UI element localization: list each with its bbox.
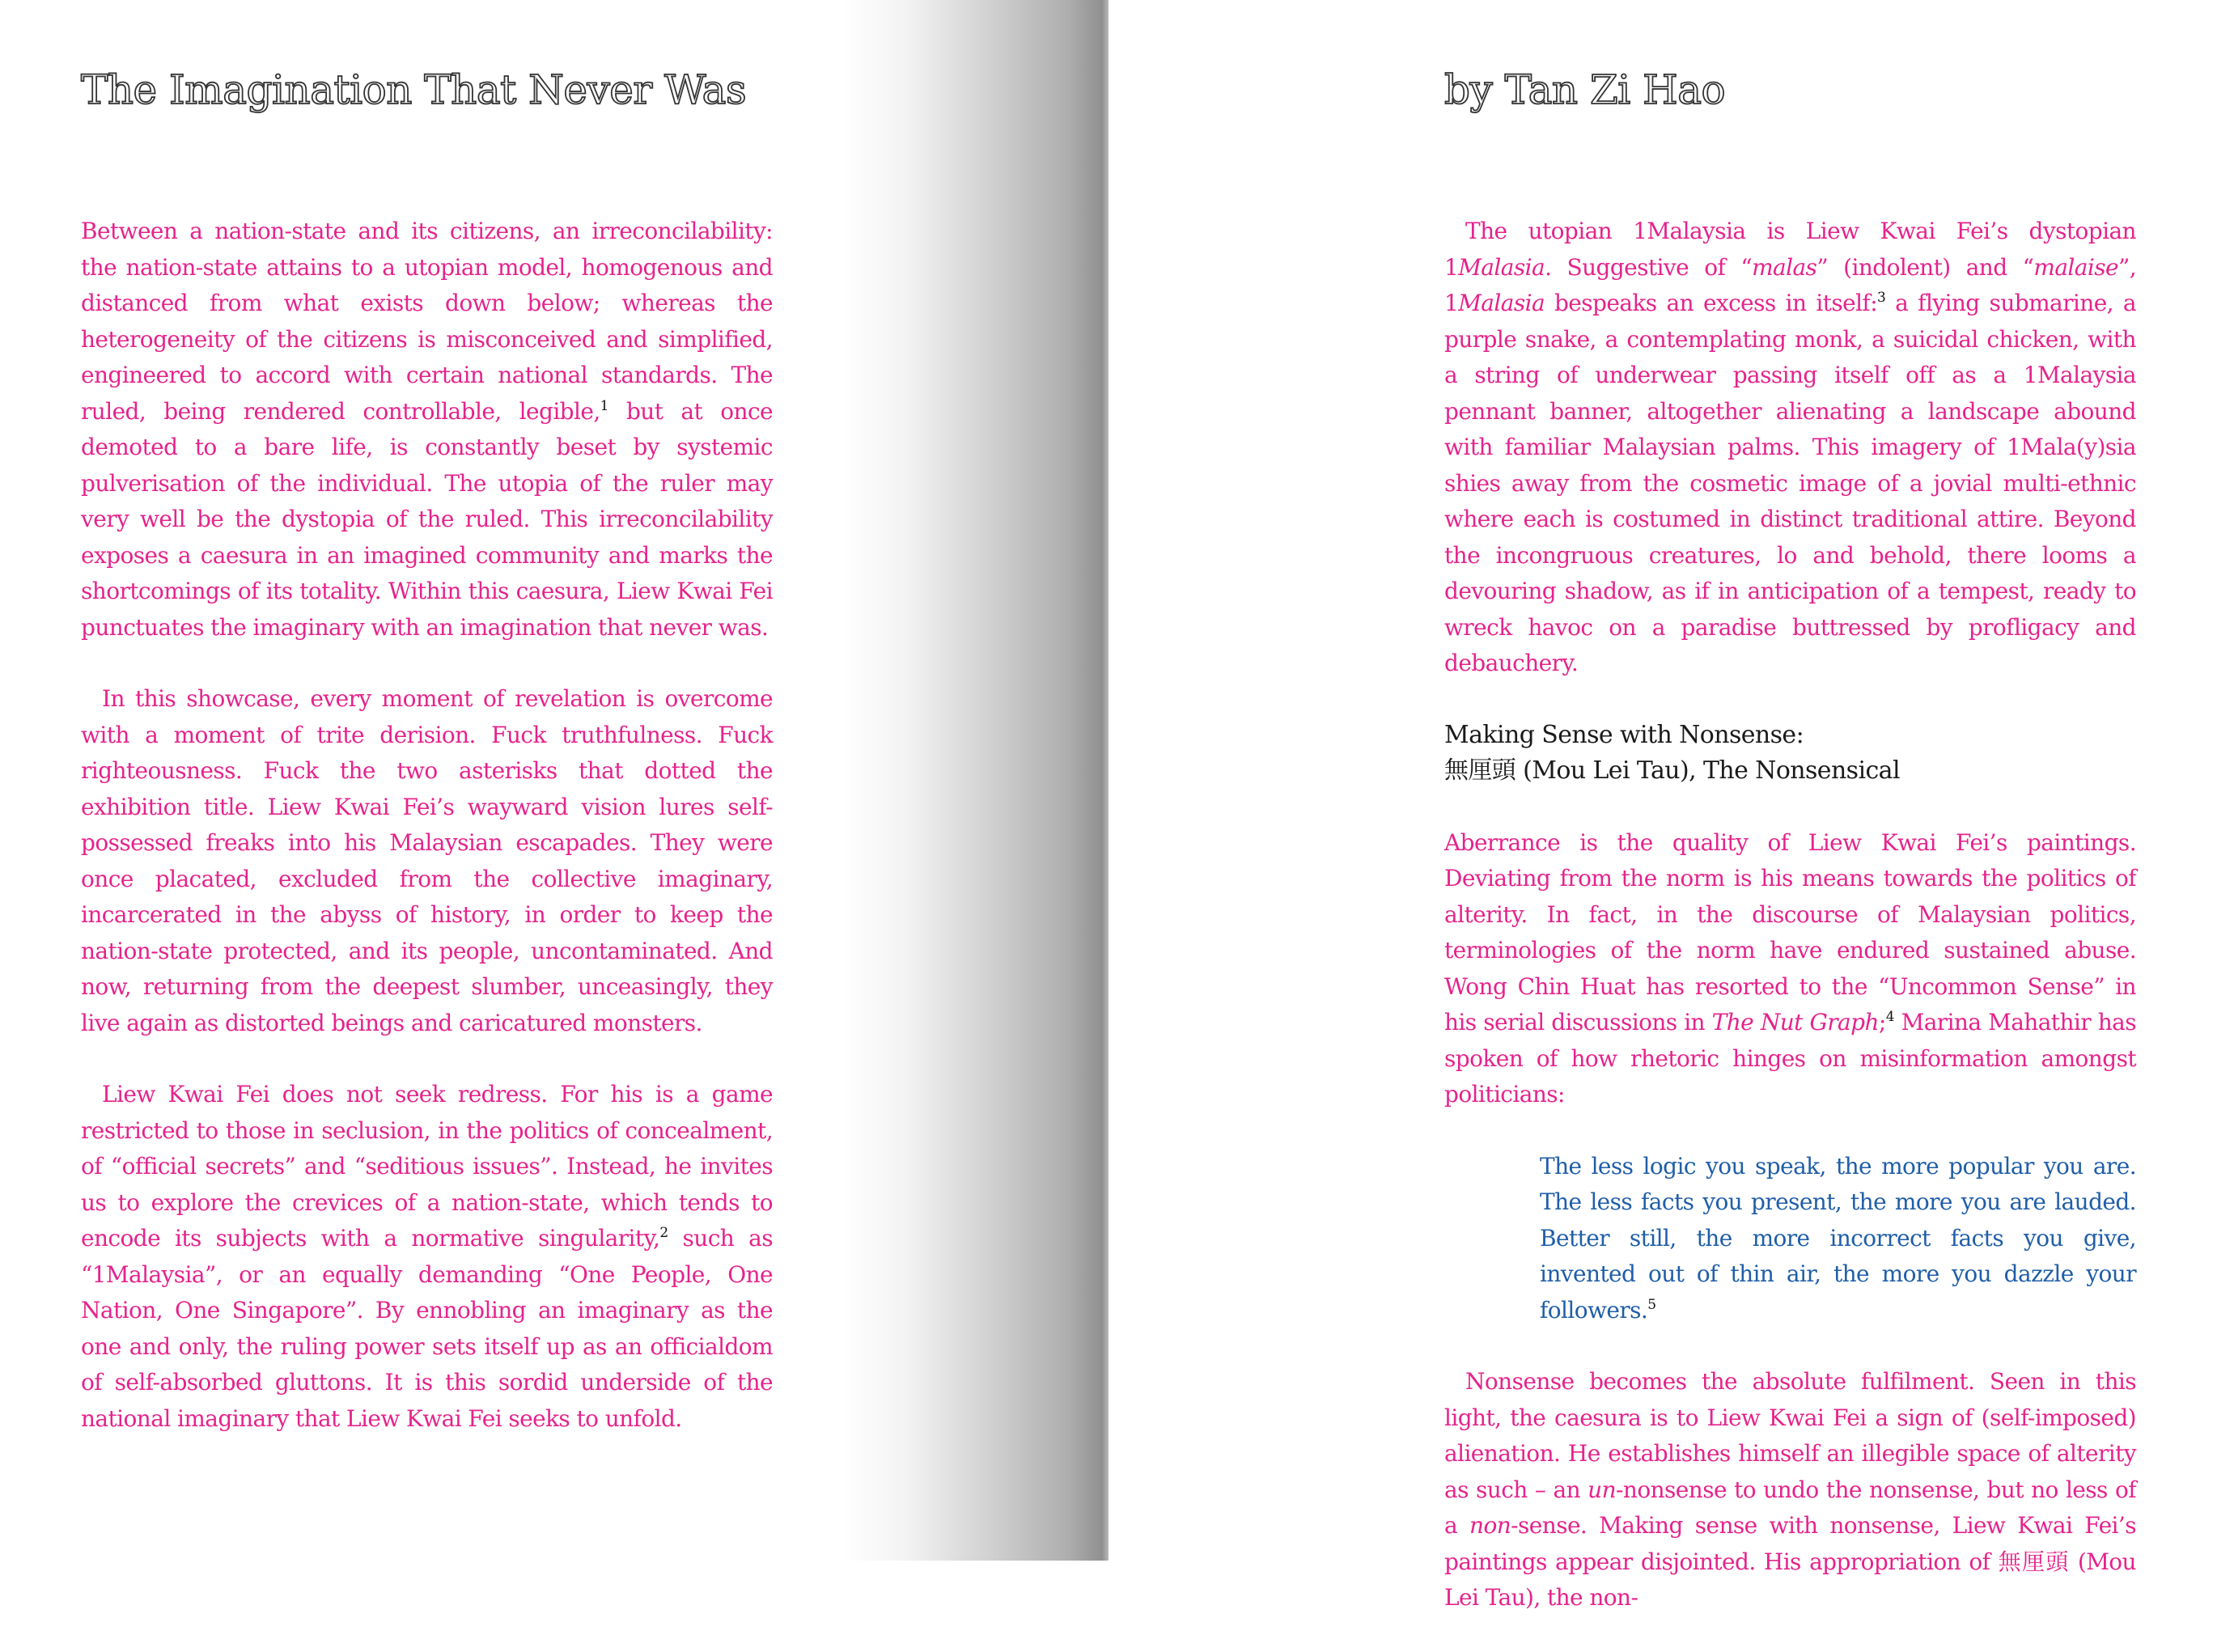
footnote-marker: 1 (600, 397, 608, 414)
footnote-marker: 4 (1885, 1009, 1894, 1025)
body-paragraph (1444, 825, 2136, 1113)
right-column (1444, 214, 2136, 1652)
italic-text: un (1588, 1476, 1617, 1503)
text-run: bespeaks an excess in itself: (1545, 290, 1878, 316)
footnote-marker: 3 (1877, 290, 1886, 306)
italic-text: Malasia (1458, 253, 1545, 281)
left-column (81, 214, 773, 1472)
italic-text: malas (1752, 253, 1817, 281)
text-run: In this showcase, every moment of revelation is overcome with a moment of trite derision. Fuck truthfulness. Fuck righteousness. Fuck the two asterisks that dotted the exhibition title. Liew Kwai Fei’s wayward vision lures self-possessed freaks into his Malaysian escapades. They were once placated, excluded from the collective imaginary, incarcerated in the abyss of history, in order to keep the nation-state protected, and its people, uncontaminated. And now, returning from the deepest slumber, unceasingly, they live again as distorted beings and caricatured monsters. (81, 685, 773, 1036)
text-run: Nonsense becomes the absolute fulfilment. Seen in this light, the caesura is to Liew Kwai Fei a sign of (self-imposed) alienation. He establishes himself an illegible space of alterity as such – an (1444, 1368, 2136, 1503)
block-quote (1540, 1149, 2136, 1329)
body-paragraph (81, 214, 773, 646)
text-run: Marina Mahathir has spoken of how rhetoric hinges on misinformation amongst politicians: (1444, 1009, 2136, 1108)
footnote-marker: 5 (1647, 1296, 1656, 1313)
italic-text: non (1469, 1512, 1511, 1539)
italic-text: The Nut Graph (1711, 1009, 1879, 1036)
text-run: Between a nation-state and its citizens, an irreconcilability: the nation-state attains to a utopian model, homogenous and distanced from what exists down below; whereas the heterogeneity of the citizens is misconceived and simplified, engineered to accord with certain national standards. The ruled, being rendered controllable, legible, (81, 218, 773, 425)
closing-paragraph (1444, 1364, 2136, 1616)
section-heading (1444, 718, 2136, 790)
section-heading-line-1: Making Sense with Nonsense: (1444, 720, 1804, 749)
italic-text: Malasia (1458, 290, 1545, 316)
text-run: Liew Kwai Fei does not seek redress. For his is a game restricted to those in seclusion, in the politics of concealment, of “official secrets” and “seditious issues”. Instead, he invites us to explore the crevices of a nation-state, which tends to encode its subjects with a normative singularity, (81, 1081, 773, 1252)
text-run: The less logic you speak, the more popular you are. The less facts you present, the more you are lauded. Better still, the more incorrect facts you give, invented out of thin air, the more you dazzle your followers. (1540, 1152, 2136, 1324)
text-run: -nonsense to undo the nonsense, but no less of a (1444, 1476, 2136, 1539)
article-title: The Imagination That Never Was (81, 66, 747, 113)
left-page (0, 0, 1108, 1561)
body-paragraph (81, 681, 773, 1041)
text-run: Aberrance is the quality of Liew Kwai Fei’s paintings. Deviating from the norm is his means towards the politics of alterity. In fact, in the discourse of Malaysian politics, terminologies of the norm have endured sustained abuse. Wong Chin Huat has resorted to the “Uncommon Sense” in his serial discussions in (1444, 828, 2136, 1036)
footnote-marker: 2 (659, 1225, 668, 1241)
text-run: ” (indolent) and “ (1816, 253, 2034, 281)
text-run: ; (1878, 1009, 1886, 1036)
text-run: -sense. Making sense with nonsense, Liew Kwai Fei’s paintings appear disjointed. His appropriation of 無厘頭 (Mou Lei Tau), the non- (1444, 1512, 2136, 1611)
body-paragraph (81, 1077, 773, 1437)
text-run: . Suggestive of “ (1545, 253, 1753, 281)
author-byline: by Tan Zi Hao (1444, 66, 1726, 113)
text-run: such as “1Malaysia”, or an equally demanding “One People, One Nation, One Singapore”. By ennobling an imaginary as the one and only, the ruling power sets itself up as an officialdom of self-absorbed gluttons. It is this sordid underside of the national imaginary that Liew Kwai Fei seeks to unfold. (81, 1225, 773, 1432)
right-page (1108, 0, 2217, 1611)
intro-paragraph (1444, 214, 2136, 682)
text-run: but at once demoted to a bare life, is constantly beset by systemic pulverisation of the individual. The utopia of the ruler may very well be the dystopia of the ruled. This irreconcilability exposes a caesura in an imagined community and marks the shortcomings of its totality. Within this caesura, Liew Kwai Fei punctuates the imaginary with an imagination that never was. (81, 397, 773, 641)
italic-text: malaise (2033, 253, 2118, 281)
text-run: ”, 1 (1444, 253, 2136, 316)
text-run: a flying submarine, a purple snake, a contemplating monk, a suicidal chicken, with a string of underwear passing itself off as a 1Malaysia pennant banner, altogether alienating a landscape abound with familiar Malaysian palms. This imagery of 1Mala(y)sia shies away from the cosmetic image of a jovial multi-ethnic where each is costumed in distinct traditional attire. Beyond the incongruous creatures, lo and behold, there looms a devouring shadow, as if in anticipation of a tempest, ready to wreck havoc on a paradise buttressed by profligacy and debauchery. (1444, 290, 2136, 676)
text-run: The utopian 1Malaysia is Liew Kwai Fei’s dystopian 1 (1444, 218, 2136, 281)
section-heading-line-2: 無厘頭 (Mou Lei Tau), The Nonsensical (1444, 756, 1900, 785)
